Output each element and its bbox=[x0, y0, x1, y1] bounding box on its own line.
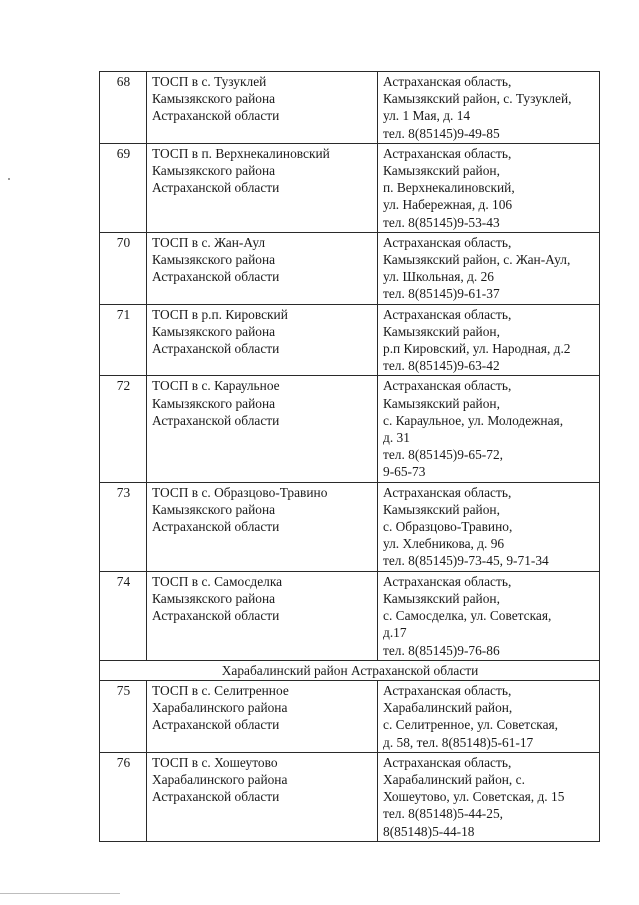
office-name-line: ТОСП в с. Караульное bbox=[152, 378, 280, 394]
office-name-cell bbox=[147, 571, 378, 660]
address-line: ул. Школьная, д. 26 bbox=[383, 269, 494, 285]
office-name-line: Астраханской области bbox=[152, 180, 280, 196]
office-name-cell bbox=[147, 752, 378, 841]
table-row bbox=[100, 72, 600, 144]
address-line: тел. 8(85148)5-44-25, bbox=[383, 806, 504, 822]
table-row bbox=[100, 232, 600, 304]
address-line: д. 58, тел. 8(85148)5-61-17 bbox=[383, 734, 534, 750]
office-name-line: ТОСП в п. Верхнекалиновский bbox=[152, 145, 330, 161]
row-number: 75 bbox=[100, 680, 147, 752]
address-line: Астраханская область, bbox=[383, 234, 512, 250]
row-number: 71 bbox=[100, 304, 147, 376]
office-name-line: Астраханской области bbox=[152, 519, 280, 535]
address-line: тел. 8(85145)9-76-86 bbox=[383, 642, 500, 658]
section-title: Харабалинский район Астраханской области bbox=[100, 660, 600, 680]
address-line: Камызякский район, bbox=[383, 501, 500, 517]
address-line: с. Селитренное, ул. Советская, bbox=[383, 717, 559, 733]
address-line: Астраханская область, bbox=[383, 145, 512, 161]
address-line: ул. Набережная, д. 106 bbox=[383, 197, 513, 213]
address-line: Харабалинский район, bbox=[383, 700, 513, 716]
section-header-row bbox=[100, 660, 600, 680]
address-cell bbox=[378, 143, 600, 232]
address-line: Астраханская область, bbox=[383, 573, 512, 589]
table-row bbox=[100, 482, 600, 571]
row-number: 74 bbox=[100, 571, 147, 660]
office-name-line: Астраханской области bbox=[152, 789, 280, 805]
address-line: Камызякский район, bbox=[383, 395, 500, 411]
office-name-line: ТОСП в с. Жан-Аул bbox=[152, 234, 266, 250]
row-number: 68 bbox=[100, 72, 147, 144]
office-name-cell bbox=[147, 680, 378, 752]
footer-rule bbox=[0, 893, 120, 894]
address-line: Камызякский район, с. Тузуклей, bbox=[383, 91, 572, 107]
row-number: 72 bbox=[100, 376, 147, 482]
office-name-line: Камызякского района bbox=[152, 323, 276, 339]
office-name-cell bbox=[147, 72, 378, 144]
office-name-cell bbox=[147, 482, 378, 571]
office-name-line: Астраханской области bbox=[152, 717, 280, 733]
office-name-cell bbox=[147, 304, 378, 376]
office-name-line: Астраханской области bbox=[152, 108, 280, 124]
address-line: с. Караульное, ул. Молодежная, bbox=[383, 412, 564, 428]
address-line: Харабалинский район, с. bbox=[383, 771, 525, 787]
address-line: Камызякский район, bbox=[383, 590, 500, 606]
address-line: тел. 8(85145)9-53-43 bbox=[383, 214, 500, 230]
registry-table bbox=[99, 71, 600, 842]
address-line: 9-65-73 bbox=[383, 464, 426, 480]
address-line: с. Самосделка, ул. Советская, bbox=[383, 608, 552, 624]
office-name-cell bbox=[147, 376, 378, 482]
office-name-line: Астраханской области bbox=[152, 341, 280, 357]
table-row bbox=[100, 143, 600, 232]
table-row bbox=[100, 571, 600, 660]
office-name-line: Астраханской области bbox=[152, 608, 280, 624]
address-line: тел. 8(85145)9-73-45, 9-71-34 bbox=[383, 553, 549, 569]
address-cell bbox=[378, 680, 600, 752]
address-line: 8(85148)5-44-18 bbox=[383, 823, 475, 839]
table-row bbox=[100, 376, 600, 482]
office-name-line: Камызякского района bbox=[152, 252, 276, 268]
address-line: тел. 8(85145)9-65-72, bbox=[383, 447, 504, 463]
address-line: ул. 1 Мая, д. 14 bbox=[383, 108, 471, 124]
address-line: р.п Кировский, ул. Народная, д.2 bbox=[383, 341, 571, 357]
office-name-line: Харабалинского района bbox=[152, 771, 288, 787]
address-line: ул. Хлебникова, д. 96 bbox=[383, 536, 505, 552]
address-line: д.17 bbox=[383, 625, 407, 641]
address-line: тел. 8(85145)9-63-42 bbox=[383, 358, 500, 374]
scan-speck bbox=[8, 178, 10, 180]
address-line: Камызякский район, bbox=[383, 163, 500, 179]
address-line: Астраханская область, bbox=[383, 682, 512, 698]
address-line: п. Верхнекалиновский, bbox=[383, 180, 515, 196]
address-line: Камызякский район, bbox=[383, 323, 500, 339]
address-cell bbox=[378, 571, 600, 660]
address-cell bbox=[378, 376, 600, 482]
table-row bbox=[100, 304, 600, 376]
row-number: 73 bbox=[100, 482, 147, 571]
office-name-cell bbox=[147, 232, 378, 304]
row-number: 70 bbox=[100, 232, 147, 304]
address-line: Хошеутово, ул. Советская, д. 15 bbox=[383, 789, 565, 805]
registry-table-body bbox=[100, 72, 600, 842]
row-number: 76 bbox=[100, 752, 147, 841]
address-line: Астраханская область, bbox=[383, 484, 512, 500]
office-name-cell bbox=[147, 143, 378, 232]
office-name-line: ТОСП в р.п. Кировский bbox=[152, 306, 288, 322]
address-line: с. Образцово-Травино, bbox=[383, 519, 513, 535]
address-line: тел. 8(85145)9-61-37 bbox=[383, 286, 500, 302]
address-line: д. 31 bbox=[383, 430, 410, 446]
address-line: Астраханская область, bbox=[383, 306, 512, 322]
table-row bbox=[100, 752, 600, 841]
address-cell bbox=[378, 752, 600, 841]
office-name-line: Камызякского района bbox=[152, 501, 276, 517]
office-name-line: Камызякского района bbox=[152, 163, 276, 179]
office-name-line: Камызякского района bbox=[152, 395, 276, 411]
address-cell bbox=[378, 304, 600, 376]
office-name-line: ТОСП в с. Самосделка bbox=[152, 573, 283, 589]
office-name-line: Астраханской области bbox=[152, 269, 280, 285]
office-name-line: ТОСП в с. Тузуклей bbox=[152, 74, 267, 89]
office-name-line: Астраханской области bbox=[152, 412, 280, 428]
address-cell bbox=[378, 482, 600, 571]
office-name-line: Камызякского района bbox=[152, 590, 276, 606]
office-name-line: Камызякского района bbox=[152, 91, 276, 107]
address-cell bbox=[378, 72, 600, 144]
office-name-line: ТОСП в с. Хошеутово bbox=[152, 754, 278, 770]
address-cell bbox=[378, 232, 600, 304]
address-line: Астраханская область, bbox=[383, 754, 512, 770]
office-name-line: Харабалинского района bbox=[152, 700, 288, 716]
table-row bbox=[100, 680, 600, 752]
address-line: Астраханская область, bbox=[383, 378, 512, 394]
office-name-line: ТОСП в с. Селитренное bbox=[152, 682, 289, 698]
row-number: 69 bbox=[100, 143, 147, 232]
address-line: Астраханская область, bbox=[383, 74, 512, 89]
address-line: Камызякский район, с. Жан-Аул, bbox=[383, 252, 571, 268]
office-name-line: ТОСП в с. Образцово-Травино bbox=[152, 484, 328, 500]
address-line: тел. 8(85145)9-49-85 bbox=[383, 125, 500, 141]
